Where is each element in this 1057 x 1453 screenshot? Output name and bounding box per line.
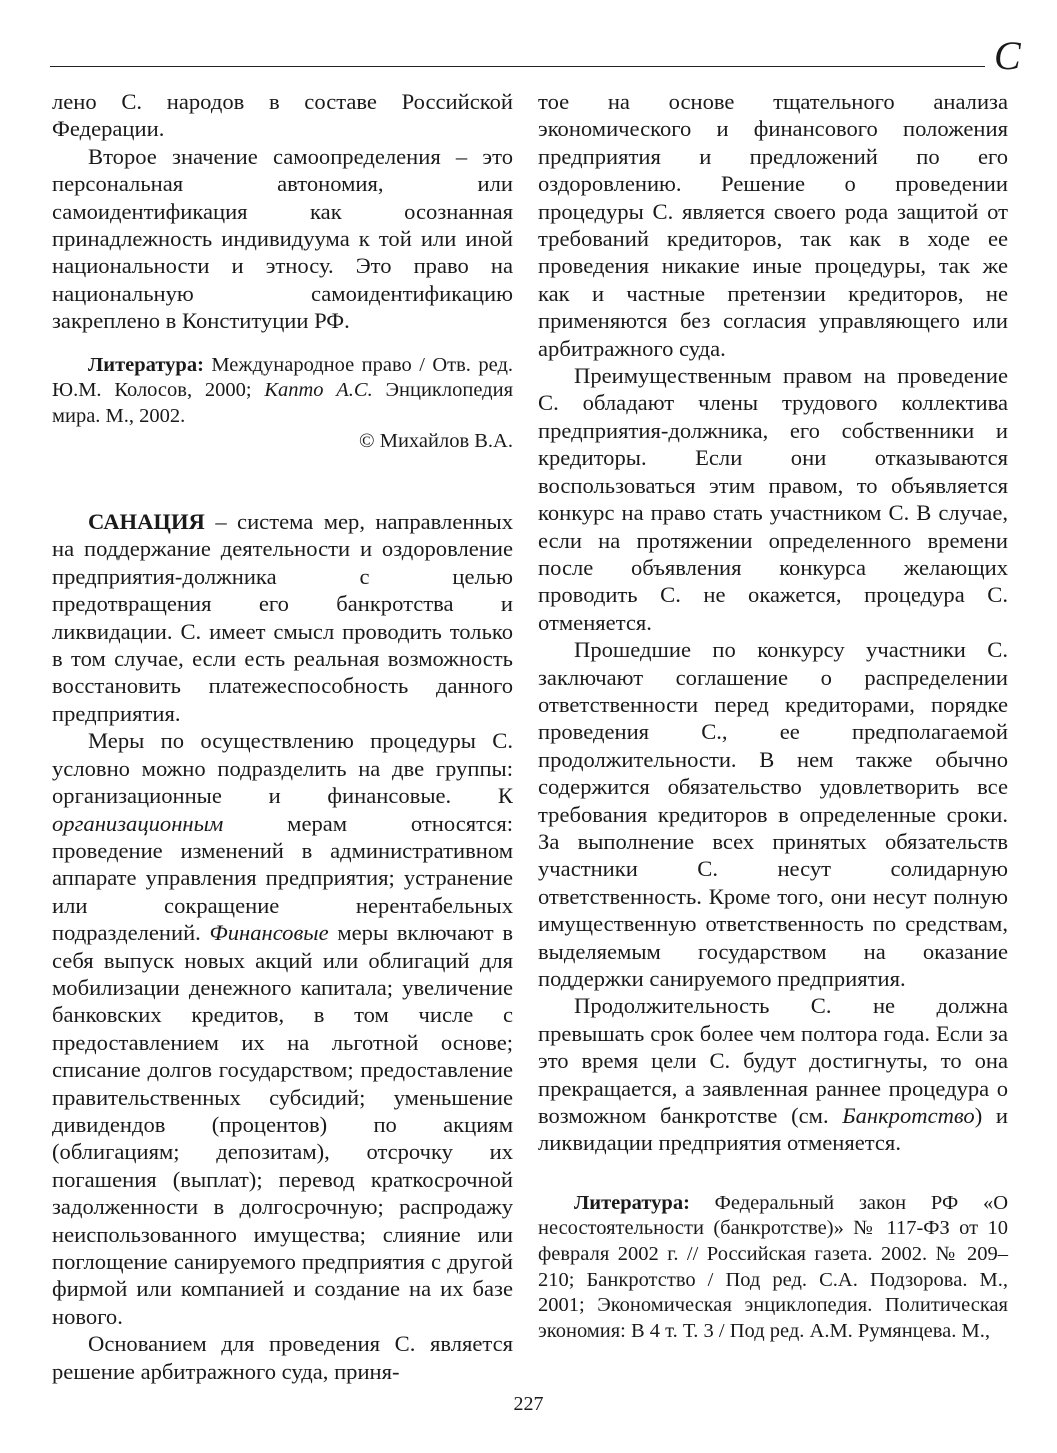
page-number: 227: [513, 1393, 544, 1415]
literature-text-b: Энциклопедия мира. М., 2002.: [52, 379, 513, 427]
p3-italic-organizational: организационным: [52, 810, 224, 836]
left-column: [52, 88, 513, 1385]
left-literature: [52, 353, 513, 430]
author-copyright: © Михайлов В.А.: [359, 430, 513, 453]
header-rule: [50, 66, 985, 67]
right-paragraph-4: [538, 992, 1008, 1156]
p3-italic-financial: Финансовые: [209, 920, 329, 946]
p4-text-a: Продолжительность С. не должна превышать срок более чем полтора года. Если за это время цели С. будут достигнуты, то она прекращается, а заявленная раннее процедура о возможном банкротстве (см.: [538, 993, 1008, 1129]
left-paragraph-3: [52, 727, 513, 1330]
right-paragraph-3: Прошедшие по конкурсу участники С. заключают соглашение о распределении ответственности перед кредиторами, порядке проведения С., ее предполагаемой продолжительности. В нем также обычно содержится обязательство удовлетворить все требования кредиторов в определенные сроки. За выполнение всех принятых обязательств участники С. несут солидарную ответственность. Кроме того, они несут полную имущественную ответственность по средствам, выделяемым государством на оказание поддержки санируемого предприятия.: [538, 637, 1008, 991]
p3-text-b: мерам относятся: проведение изменений в административном аппарате управления предприятия; устранение или сокращение нерентабельных подразделений.: [52, 810, 513, 946]
p3-text-c: меры включают в себя выпуск новых акций или облигаций для мобилизации денежного капитала; увеличение банковских кредитов, в том числе с предоставлением их на льготной основе; списание долгов государством; предоставление правительственных субсидий; уменьшение дивидендов (процентов) по акциям (облигациям; депозитам), отсрочку их погашения (выплат); перевод краткосрочной задолженности в долгосрочную; распродажу неиспользованного имущества; слияние или поглощение санируемого предприятия с другой фирмой или компанией и создание на их базе нового.: [52, 920, 513, 1329]
right-column: [538, 88, 1008, 1344]
entry-definition-text: – система мер, направленных на поддержание деятельности и оздоровление предприятия-должника с целью предотвращения его банкротства и ликвидации. С. имеет смысл проводить только в том случае, если есть реальная возможность восстановить платежеспособность данного предприятия.: [52, 509, 513, 726]
right-literature: [538, 1191, 1008, 1345]
literature-label: Литература:: [574, 1191, 690, 1214]
literature-text-a: Международное право / Отв. ред. Ю.М. Колосов, 2000;: [52, 353, 513, 402]
p3-text-a: Меры по осуществлению процедуры С. условно можно подразделить на две группы: организационные и финансовые. К: [52, 728, 513, 809]
p4-text-b: ) и ликвидации предприятия отменяется.: [538, 1103, 1008, 1156]
running-header-letter: С: [994, 33, 1021, 78]
left-paragraph-1: лено С. народов в составе Российской Федерации.: [52, 89, 513, 142]
entry-definition: [52, 508, 513, 727]
entry-headword: САНАЦИЯ: [88, 509, 205, 535]
right-paragraph-2: Преимущественным правом на проведение С. обладают члены трудового коллектива предприятия-должника, его собственники и кредиторы. Если они отказываются воспользоваться этим правом, то объявляется конкурс на право стать участником С. В случае, если на протяжении определенного времени после объявления конкурса желающих проводить С. не окажется, процедура С. отменяется.: [538, 363, 1008, 635]
right-paragraph-1: тое на основе тщательного анализа экономического и финансового положения предприятия и предложений по его оздоровлению. Решение о проведении процедуры С. является своего рода защитой от требований кредиторов, так как в ходе ее проведения никакие иные процедуры, так же как и частные претензии кредиторов, не применяются без согласия управляющего или арбитражного суда.: [538, 89, 1008, 361]
literature-text: Федеральный закон РФ «О несостоятельности (банкротстве)» № 117-ФЗ от 10 февраля 2002 г. // Российская газета. 2002. № 209–210; Банкротство / Под ред. С.А. Подзорова. М., 2001; Экономическая энциклопедия. Политическая экономия: В 4 т. Т. 3 / Под ред. А.М. Румянцева. М.,: [538, 1191, 1008, 1342]
literature-author: Капто А.С.: [264, 379, 373, 402]
left-paragraph-2: Второе значение самоопределения – это персональная автономия, или самоидентификация как осознанная принадлежность индивидуума к той или иной национальности и этносу. Это право на национальную самоидентификацию закреплено в Конституции РФ.: [52, 143, 513, 334]
literature-label: Литература:: [88, 353, 204, 376]
left-paragraph-4: Основанием для проведения С. является решение арбитражного суда, приня-: [52, 1331, 513, 1384]
p4-italic-bankruptcy: Банкротство: [842, 1103, 975, 1129]
